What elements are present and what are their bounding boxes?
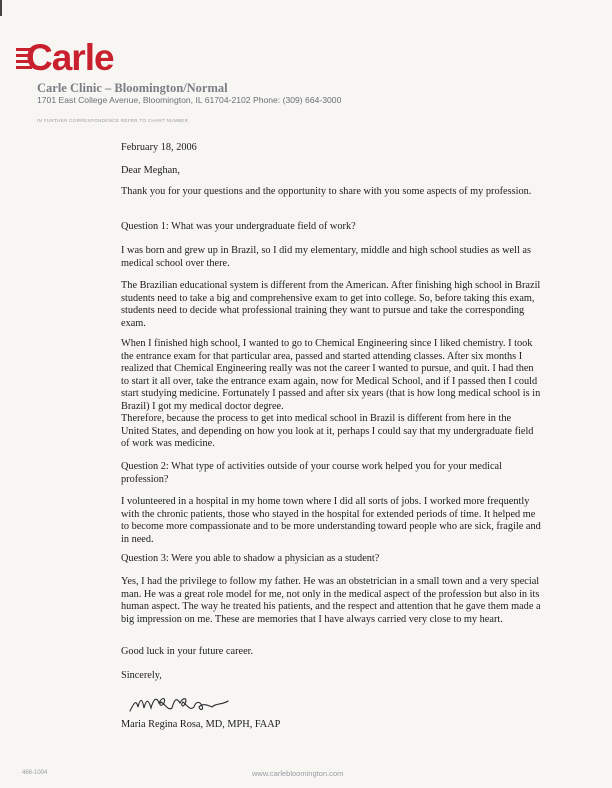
correspondence-note: IN FURTHER CORRESPONDENCE REFER TO CHART NUMBER — [37, 118, 189, 123]
paragraph: The Brazilian educational system is different from the American. After finishing high school in Brazil students need to take a big and comprehensive exam to get into college. So, before taking this exam, students need to decide what professional training they want to pursue and take the corresponding exam. — [121, 280, 541, 329]
signer-name: Maria Regina Rosa, MD, MPH, FAAP — [121, 719, 281, 730]
question-2: Question 2: What type of activities outside of your course work helped you for your medical profession? — [121, 461, 502, 485]
question-1: Question 1: What was your undergraduate field of work? — [121, 221, 356, 232]
paragraph: When I finished high school, I wanted to go to Chemical Engineering since I liked chemistry. I took the entrance exam for that particular area, passed and started attending classes. After six months I realized that Chemical Engineering really was not the career I wanted to pursue, and quit. I had then to start it all over, take the entrance exam again, now for Medical School, and if I passed then I could start studying medicine. Fortunately I passed and after six years (that is how long medical school is in Brazil) I got my medical doctor degree. — [121, 338, 541, 412]
handwritten-signature — [128, 681, 238, 721]
logo-wordmark: Carle — [26, 37, 114, 78]
question-3: Question 3: Were you able to shadow a physician as a student? — [121, 553, 380, 564]
closing: Sincerely, — [121, 670, 162, 681]
letter-date: February 18, 2006 — [121, 142, 197, 153]
paragraph: I was born and grew up in Brazil, so I did my elementary, middle and high school studies as well as medical school over there. — [121, 245, 531, 269]
closing-wish: Good luck in your future career. — [121, 646, 254, 657]
paragraph: I volunteered in a hospital in my home town where I did all sorts of jobs. I worked more frequently with the chronic patients, those who stayed in the hospital for extended periods of time. It helped me to become more compassionate and to be more understanding toward people who are sick, fragile and in need. — [121, 496, 541, 545]
form-id: 466-1004 — [22, 770, 48, 776]
paragraph: Therefore, because the process to get into medical school in Brazil is different from here in the United States, and depending on how you look at it, perhaps I could say that my undergraduate field of work was medicine. — [121, 413, 534, 450]
scan-edge-mark — [0, 0, 2, 16]
footer-url: www.carlebloomington.com — [252, 769, 344, 778]
clinic-address: 1701 East College Avenue, Bloomington, IL 61704-2102 Phone: (309) 664-3000 — [37, 95, 342, 105]
paragraph: Yes, I had the privilege to follow my father. He was an obstetrician in a small town and a very special man. He was a great role model for me, not only in the medical aspect of the profession but also in its human aspect. The way he treated his patients, and the respect and attention that he gave them made a big impression on me. These are memories that I have always carried very close to my heart. — [121, 576, 541, 625]
paragraph: Thank you for your questions and the opportunity to share with you some aspects of my profession. — [121, 186, 532, 197]
salutation: Dear Meghan, — [121, 165, 180, 176]
carle-logo — [16, 37, 114, 84]
clinic-name: Carle Clinic – Bloomington/Normal — [37, 81, 228, 95]
